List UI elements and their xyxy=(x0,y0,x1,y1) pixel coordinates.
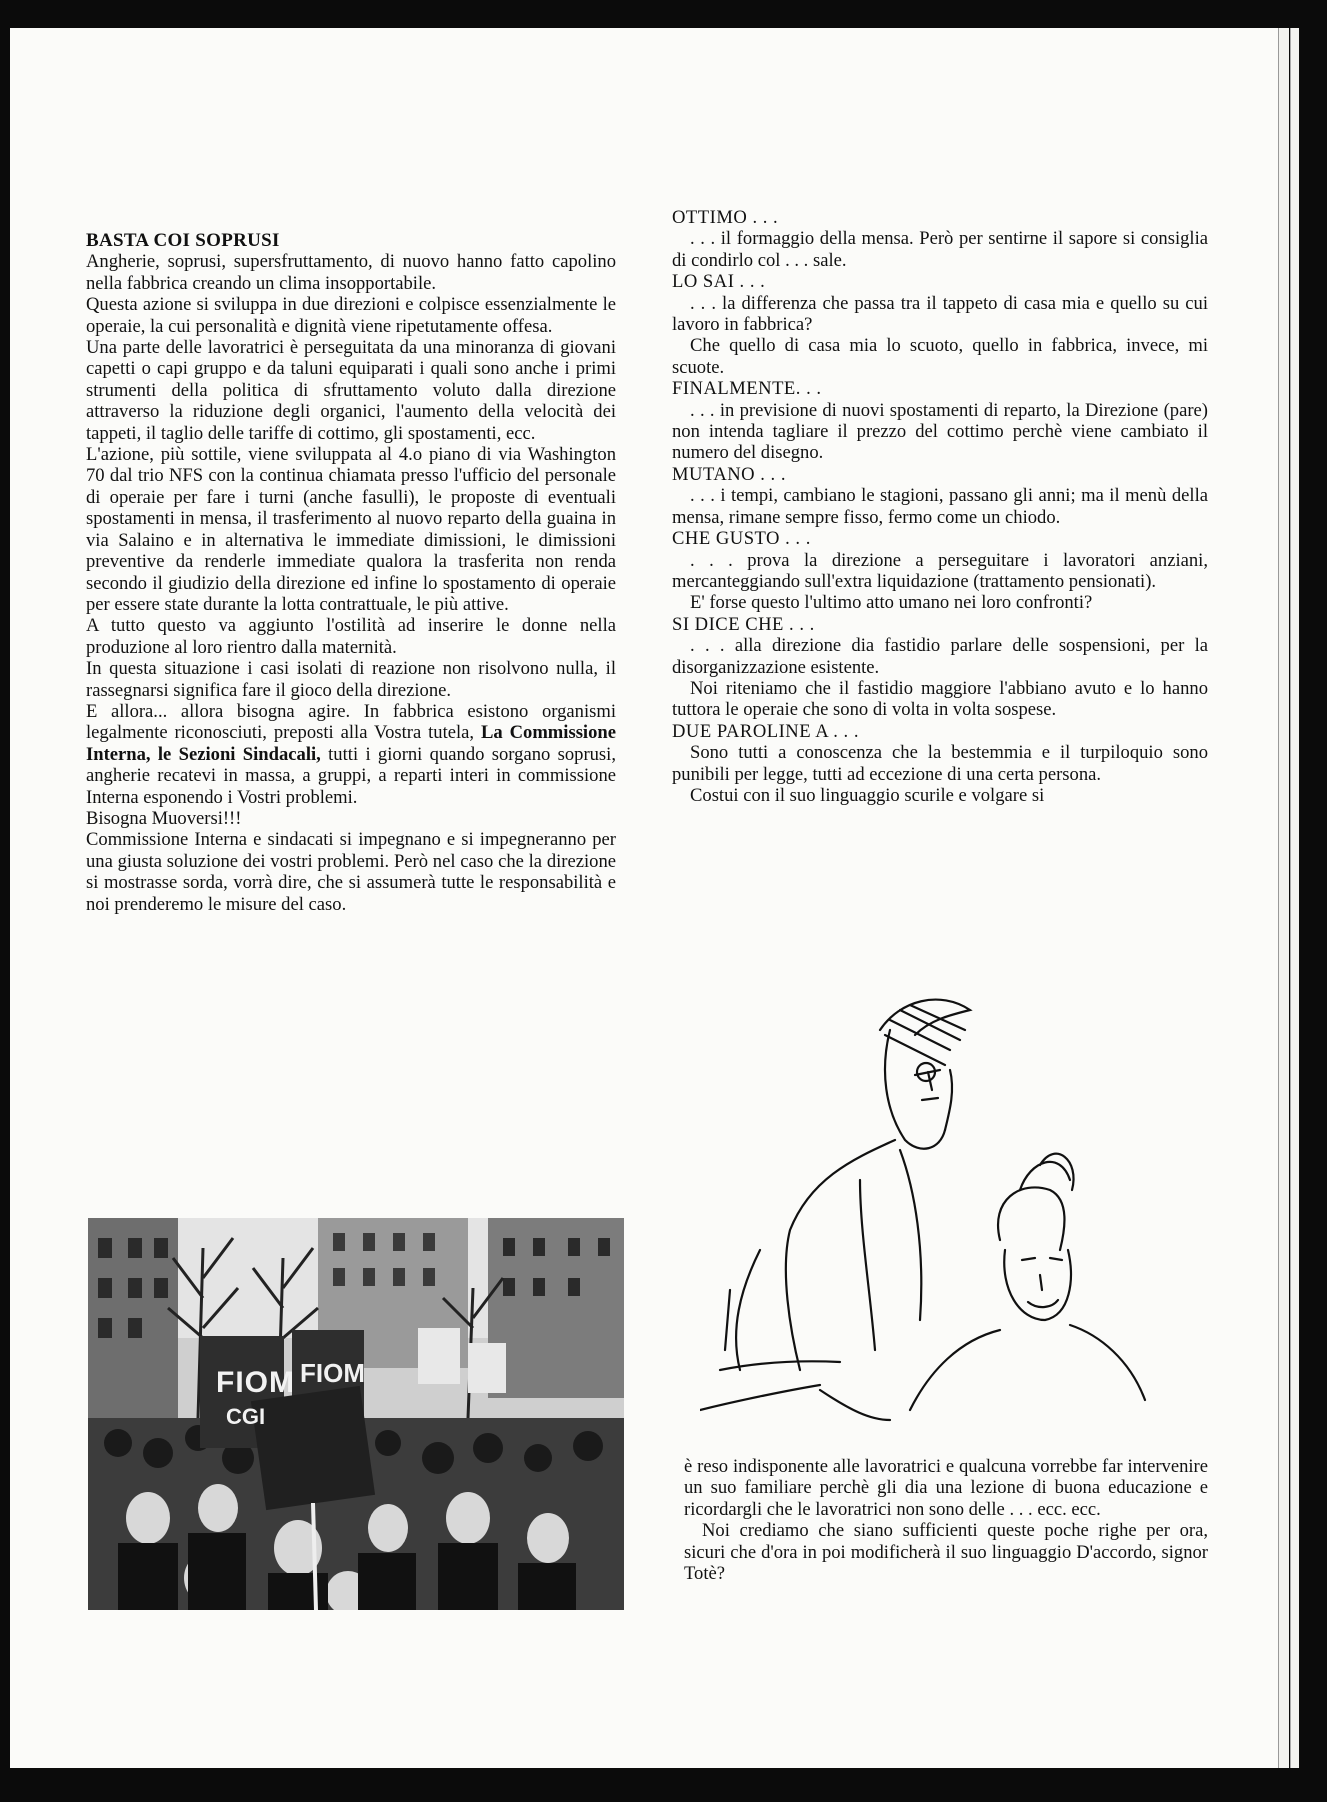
paragraph: In questa situazione i casi isolati di reazione non risolvono nulla, il rassegnarsi significa fare il gioco della direzione. xyxy=(86,658,616,701)
sign-text: CGI xyxy=(226,1404,266,1429)
brief-heading: OTTIMO . . . xyxy=(672,207,779,228)
brief-heading: CHE GUSTO . . . xyxy=(672,528,811,550)
paragraph-text: tutti i giorni quando sorgano soprusi, angherie recatevi in massa, a gruppi, a reparti interi in commissione Interna esponendo i Vostri problemi. xyxy=(86,743,616,808)
paragraph: Questa azione si sviluppa in due direzioni e colpisce essenzialmente le operaie, la cui personalità e dignità viene ripetutamente offesa. xyxy=(86,294,616,337)
brief-text: . . . il formaggio della mensa. Però per sentirne il sapore si consiglia di condirlo col . . . sale. xyxy=(672,228,1208,271)
brief-heading: MUTANO . . . xyxy=(672,463,787,485)
protest-photo xyxy=(88,1218,624,1610)
brief-text: . . . prova la direzione a perseguitare i lavoratori anziani, mercanteggiando sull'extra liquidazione (trattamento pensionati). xyxy=(672,549,1208,592)
paragraph xyxy=(86,701,616,808)
brief-text: Sono tutti a conoscenza che la bestemmia e il turpiloquio sono punibili per legge, tutti ad eccezione di una certa persona. xyxy=(672,742,1208,785)
right-column-briefs xyxy=(672,207,1208,806)
paragraph: Commissione Interna e sindacati si impegnano e si impegneranno per una giusta soluzione dei vostri problemi. Però nel caso che la direzione si mostrasse sorda, vorrà dire, che si assumerà tutte le responsabilità e noi prenderemo le misure del caso. xyxy=(86,829,616,915)
paragraph: Angherie, soprusi, supersfruttamento, di nuovo hanno fatto capolino nella fabbrica creando un clima insopportabile. xyxy=(86,251,616,294)
page-edge xyxy=(1290,28,1299,1768)
sign-text: FIOM xyxy=(300,1358,365,1388)
brief-text: Noi crediamo che siano sufficienti queste poche righe per ora, sicuri che d'ora in poi modificherà il suo linguaggio D'accordo, signor Totè? xyxy=(684,1520,1208,1585)
brief-text: E' forse questo l'ultimo atto umano nei loro confronti? xyxy=(690,592,1093,614)
brief-text: . . . alla direzione dia fastidio parlare delle sospensioni, per la disorganizzazione esistente. xyxy=(672,635,1208,678)
brief-heading: DUE PAROLINE A . . . xyxy=(672,720,860,742)
brief-text: è reso indisponente alle lavoratrici e qualcuna vorrebbe far intervenire un suo familiare perchè gli dia una lezione di buona educazione e ricordargli che le lavoratrici non sono delle . . . ecc. ecc. xyxy=(684,1456,1208,1520)
brief-text: Che quello di casa mia lo scuoto, quello in fabbrica, invece, mi scuote. xyxy=(672,335,1208,378)
brief-text: . . . la differenza che passa tra il tappeto di casa mia e quello su cui lavoro in fabbrica? xyxy=(672,292,1208,336)
paragraph: Una parte delle lavoratrici è perseguitata da una minoranza di giovani capetti o capi gruppo e da taluni equiparati i quali sono anche i primi strumenti della politica di sfruttamento voluto dalla direzione attraverso la riduzione degli organici, l'aumento della velocità dei tappeti, il taglio delle tariffe di cottimo, gli spostamenti, ecc. xyxy=(86,337,616,444)
page-edge xyxy=(1278,28,1289,1768)
right-column-continuation xyxy=(684,1456,1208,1584)
brief-heading: LO SAI . . . xyxy=(672,271,766,293)
bold-emphasis: La Commissione Interna, le Sezioni Sindacali, xyxy=(86,722,616,765)
left-article xyxy=(86,230,616,915)
brief-text: . . . in previsione di nuovi spostamenti di reparto, la Direzione (pare) non intenda tagliare il prezzo del cottimo perchè viene cambiato il numero del disegno. xyxy=(672,399,1208,464)
brief-text: Costui con il suo linguaggio scurile e volgare si xyxy=(690,784,1045,806)
brief-text: . . . i tempi, cambiano le stagioni, passano gli anni; ma il menù della mensa, rimane sempre fisso, fermo come un chiodo. xyxy=(672,485,1208,528)
sign-text: FIOM xyxy=(216,1366,295,1399)
ink-sketch-illustration xyxy=(700,990,1180,1440)
article-headline: BASTA COI SOPRUSI xyxy=(86,230,280,251)
paragraph-text: E allora... allora bisogna agire. In fabbrica esistono organismi legalmente riconosciuti, preposti alla Vostra tutela, xyxy=(86,700,616,744)
brief-text: Noi riteniamo che il fastidio maggiore l'abbiano avuto e lo hanno tuttora le operaie che sono di volta in volta sospese. xyxy=(672,677,1208,721)
paragraph: A tutto questo va aggiunto l'ostilità ad inserire le donne nella produzione al loro rientro dalla maternità. xyxy=(86,615,616,658)
brief-heading: SI DICE CHE . . . xyxy=(672,613,815,635)
brief-heading: FINALMENTE. . . xyxy=(672,378,822,400)
paragraph: L'azione, più sottile, viene sviluppata al 4.o piano di via Washington 70 dal trio NFS con la continua chiamata presso l'ufficio del personale di operaie per fare i turni (anche fasulli), le proposte di eventuali spostamenti in mensa, il trasferimento al nuovo reparto della guaina in via Salaino e in alternativa le immediate dimissioni, le dimissioni preventive da renderle immediate qualora la trasferita non renda secondo il giudizio della direzione ed infine lo spostamento di operaie per essere state durante la lotta contrattuale, le più attive. xyxy=(86,444,616,615)
paragraph: Bisogna Muoversi!!! xyxy=(86,807,242,829)
